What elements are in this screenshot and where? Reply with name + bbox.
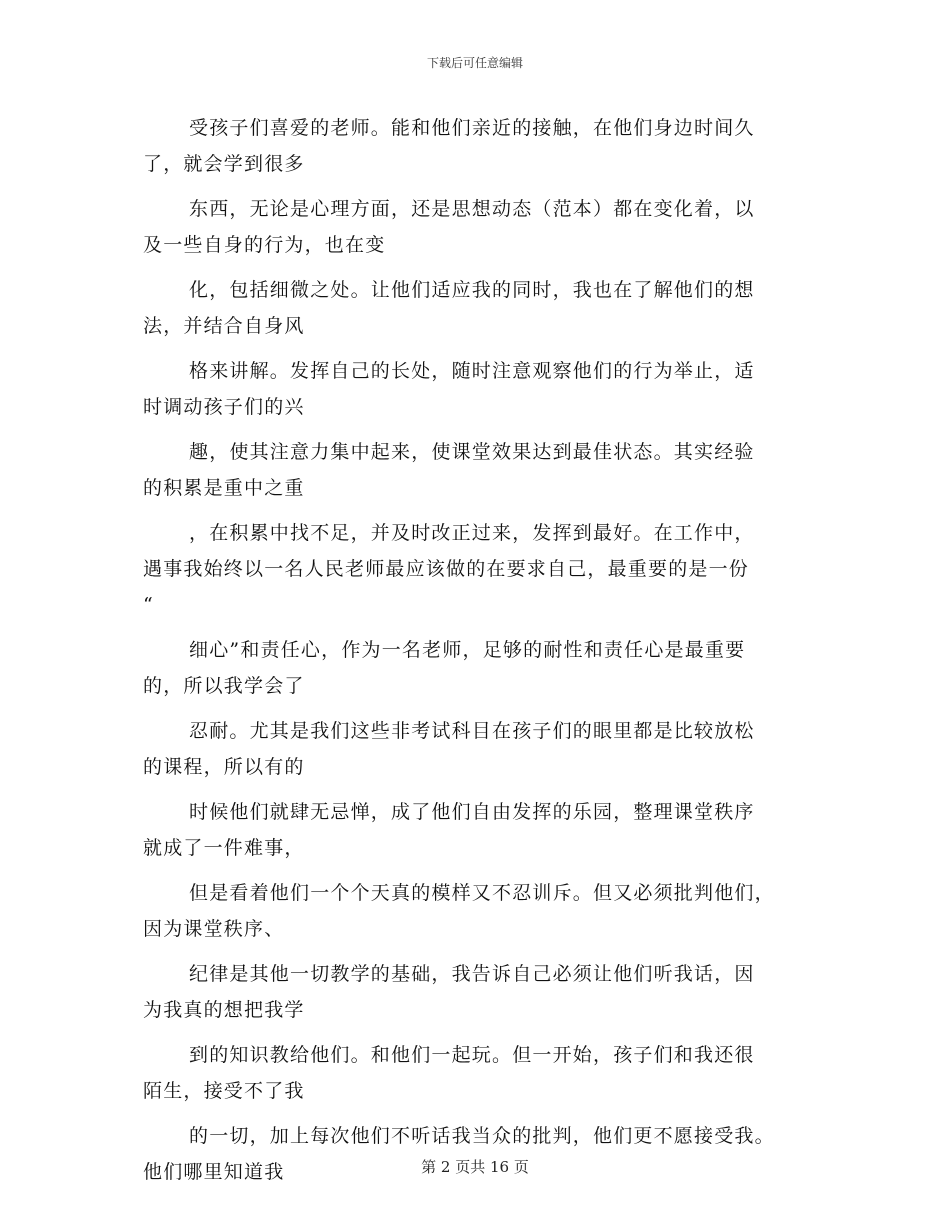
paragraph [143, 713, 813, 785]
paragraph-line: 但是看着他们一个个天真的模样又不忍训斥。但又必须批判他们， [189, 882, 775, 904]
paragraph [143, 794, 813, 866]
paragraph-line: 东西，无论是心理方面，还是思想动态（范本）都在变化着，以 [189, 198, 755, 220]
paragraph [143, 632, 813, 704]
paragraph-line: “ [143, 594, 154, 616]
paragraph-line: 趣，使其注意力集中起来，使课堂效果达到最佳状态。其实经验 [189, 441, 755, 463]
paragraph-line: 他们哪里知道我 [143, 1161, 285, 1183]
paragraph [143, 515, 813, 623]
paragraph-line: 因为课堂秩序、 [143, 918, 285, 940]
paragraph [143, 875, 813, 947]
paragraph-line: 法，并结合自身风 [143, 315, 305, 337]
paragraph-line: 及一些自身的行为，也在变 [143, 234, 386, 256]
document-body [143, 110, 813, 1199]
paragraph-line: 为我真的想把我学 [143, 999, 305, 1021]
paragraph [143, 1118, 813, 1190]
paragraph-line: 细心”和责任心，作为一名老师，足够的耐性和责任心是最重要 [189, 639, 746, 661]
paragraph [143, 956, 813, 1028]
paragraph-line: 纪律是其他一切教学的基础，我告诉自己必须让他们听我话，因 [189, 963, 755, 985]
paragraph-line: 忍耐。尤其是我们这些非考试科目在孩子们的眼里都是比较放松 [189, 720, 755, 742]
page-header: 下载后可任意编辑 [426, 56, 523, 70]
paragraph [143, 110, 813, 182]
paragraph-line: 的，所以我学会了 [143, 675, 305, 697]
paragraph [143, 1037, 813, 1109]
paragraph-line: 时调动孩子们的兴 [143, 396, 305, 418]
paragraph [143, 191, 813, 263]
paragraph [143, 434, 813, 506]
paragraph-line: 的一切，加上每次他们不听话我当众的批判，他们更不愿接受我。 [189, 1125, 775, 1147]
paragraph-line: 格来讲解。发挥自己的长处，随时注意观察他们的行为举止，适 [189, 360, 755, 382]
page-footer: 第 2 页共 16 页 [421, 1158, 529, 1176]
paragraph-line: 了，就会学到很多 [143, 153, 305, 175]
paragraph-line: 就成了一件难事， [143, 837, 305, 859]
paragraph-line: 的积累是重中之重 [143, 477, 305, 499]
paragraph-line: 受孩子们喜爱的老师。能和他们亲近的接触，在他们身边时间久 [189, 117, 755, 139]
paragraph [143, 272, 813, 344]
paragraph-line: ，在积累中找不足，并及时改正过来，发挥到最好。在工作中， [189, 522, 755, 544]
paragraph-line: 遇事我始终以一名人民老师最应该做的在要求自己，最重要的是一份 [143, 558, 750, 580]
paragraph-line: 的课程，所以有的 [143, 756, 305, 778]
paragraph-line: 到的知识教给他们。和他们一起玩。但一开始，孩子们和我还很 [189, 1044, 755, 1066]
paragraph [143, 353, 813, 425]
paragraph-line: 陌生，接受不了我 [143, 1080, 305, 1102]
paragraph-line: 时候他们就肆无忌惮，成了他们自由发挥的乐园，整理课堂秩序 [189, 801, 755, 823]
paragraph-line: 化，包括细微之处。让他们适应我的同时，我也在了解他们的想 [189, 279, 755, 301]
